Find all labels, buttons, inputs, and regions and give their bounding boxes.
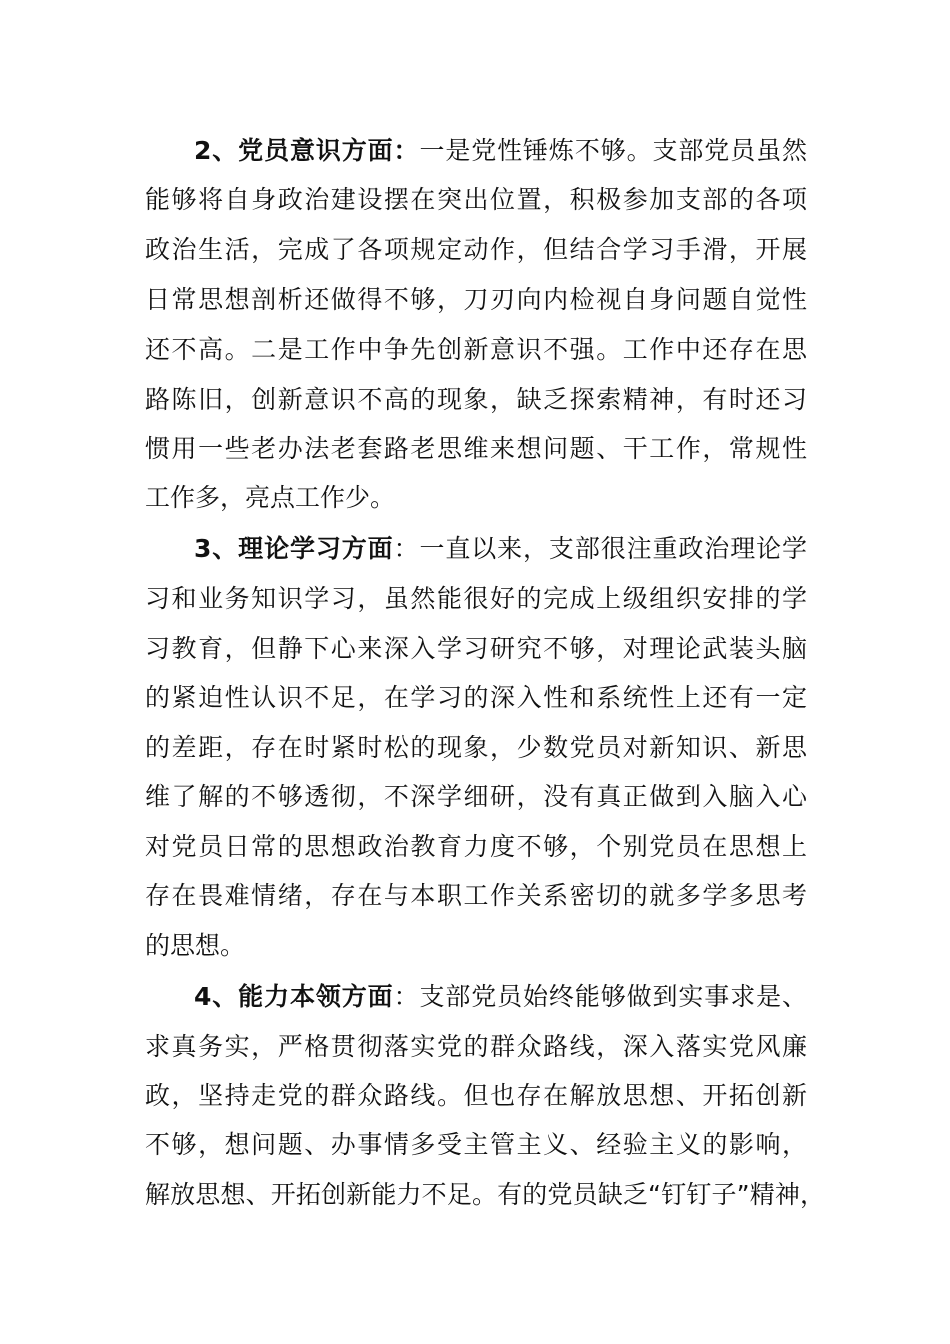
section-heading: 2、党员意识方面： [194,136,420,165]
paragraph-line: 的差距，存在时紧时松的现象，少数党员对新知识、新思 [145,733,807,762]
section-heading: 4、能力本领方面 [194,982,394,1011]
paragraph-line: 习和业务知识学习，虽然能很好的完成上级组织安排的学 [145,584,807,613]
paragraph-line: 惯用一些老办法老套路老思维来想问题、干工作，常规性 [145,434,807,463]
paragraph-text: ：一直以来，支部很注重政治理论学 [393,534,807,563]
paragraph-line: 不够，想问题、办事情多受主管主义、经验主义的影响， [145,1130,807,1159]
paragraph-text: ：支部党员始终能够做到实事求是、 [393,982,807,1011]
paragraph-text: 一是党性锤炼不够。支部党员虽然 [419,136,807,165]
paragraph-line: 的紧迫性认识不足，在学习的深入性和系统性上还有一定 [145,683,807,712]
paragraph-line [194,977,807,1017]
paragraph-line: 路陈旧，创新意识不高的现象，缺乏探索精神，有时还习 [145,385,807,414]
paragraph-line: 政，坚持走党的群众路线。但也存在解放思想、开拓创新 [145,1081,807,1110]
paragraph-line: 政治生活，完成了各项规定动作，但结合学习手滑，开展 [145,235,807,264]
paragraph-line: 解放思想、开拓创新能力不足。有的党员缺乏“钉钉子”精神， [145,1180,825,1209]
paragraph-line: 求真务实，严格贯彻落实党的群众路线，深入落实党风廉 [145,1032,807,1061]
paragraph-line: 的思想。 [145,931,246,960]
paragraph-line: 对党员日常的思想政治教育力度不够，个别党员在思想上 [145,832,807,861]
paragraph-line: 日常思想剖析还做得不够，刀刃向内检视自身问题自觉性 [145,285,807,314]
paragraph-line: 能够将自身政治建设摆在突出位置，积极参加支部的各项 [145,185,807,214]
paragraph-line: 习教育，但静下心来深入学习研究不够，对理论武装头脑 [145,634,807,663]
paragraph-line: 维了解的不够透彻，不深学细研，没有真正做到入脑入心 [145,782,807,811]
paragraph-line [194,131,807,171]
paragraph-line [194,529,807,569]
section-heading: 3、理论学习方面 [194,534,394,563]
paragraph-line: 还不高。二是工作中争先创新意识不强。工作中还存在思 [145,335,807,364]
paragraph-line: 工作多，亮点工作少。 [145,483,396,512]
paragraph-line: 存在畏难情绪，存在与本职工作关系密切的就多学多思考 [145,881,807,910]
